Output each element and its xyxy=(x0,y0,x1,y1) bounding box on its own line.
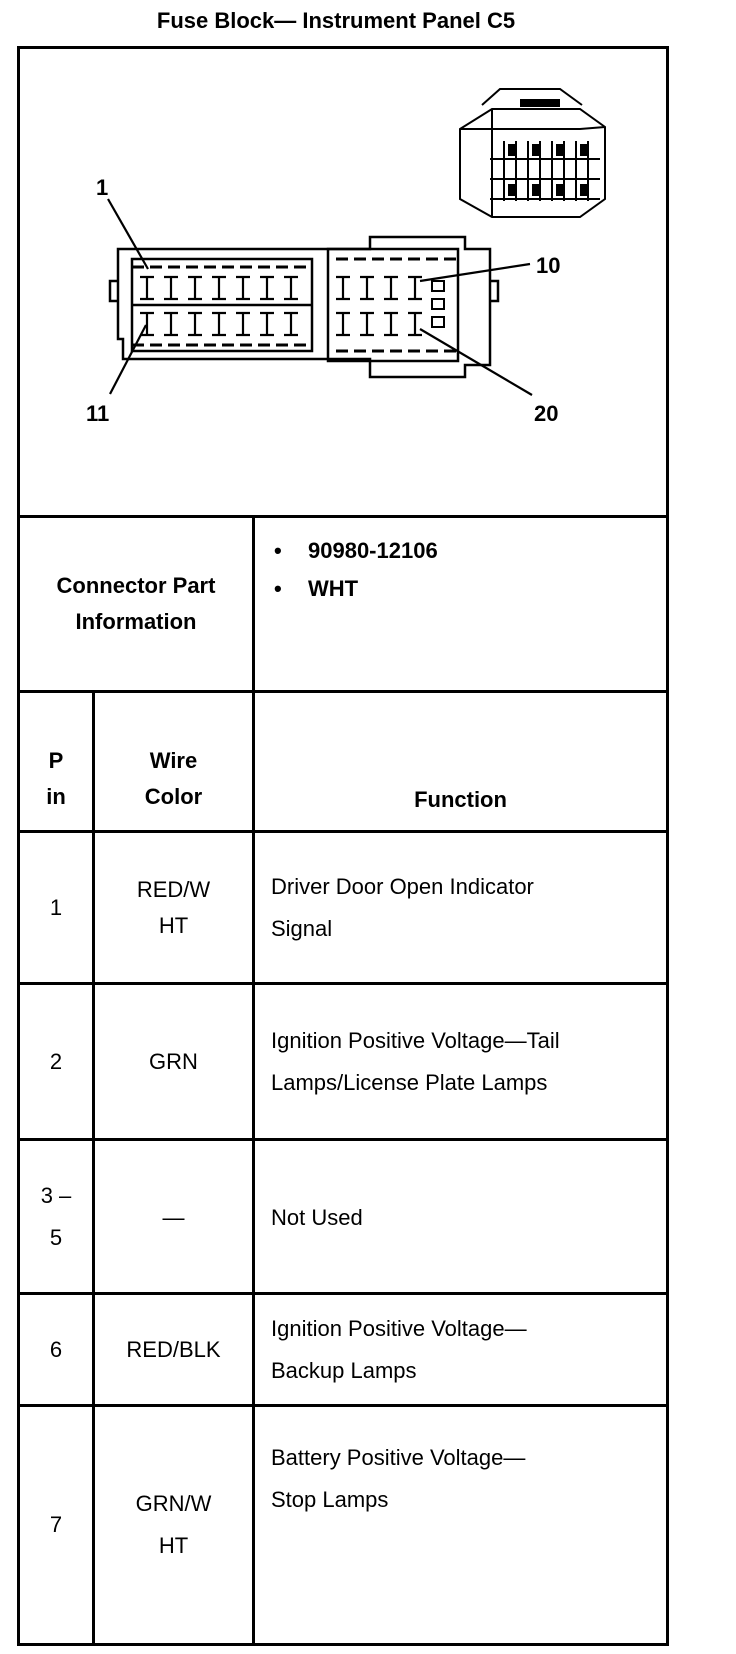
pin-label-10: 10 xyxy=(536,253,561,278)
table-row-pin: 2 xyxy=(49,1048,63,1074)
connector-diagram xyxy=(20,49,666,515)
pin-label-1: 1 xyxy=(96,175,109,200)
table-row-pin: 3 –5 xyxy=(40,1182,72,1250)
page-title: Fuse Block— Instrument Panel C5 xyxy=(156,8,516,33)
table-row-wire-color: GRN xyxy=(149,1048,198,1074)
table-row-pin: 6 xyxy=(49,1336,63,1362)
header-wire-color: Wire Color xyxy=(144,748,203,809)
pin-label-20: 20 xyxy=(534,401,559,426)
pin-label-11: 11 xyxy=(86,401,110,426)
divider xyxy=(17,690,669,693)
connector-color: • WHT xyxy=(270,570,438,608)
table-row-function: Driver Door Open Indicator Signal xyxy=(271,873,534,941)
table-row-function: Ignition Positive Voltage—Tail Lamps/License Plate Lamps xyxy=(271,1027,560,1095)
connector-info-list xyxy=(270,532,438,608)
table-row-pin: 1 xyxy=(49,894,63,920)
connector-part-number: • 90980-12106 xyxy=(270,532,438,570)
table-row-wire-color: GRN/W HT xyxy=(135,1491,212,1558)
divider xyxy=(17,1138,669,1141)
table-row-wire-color: RED/BLK xyxy=(126,1336,221,1362)
connector-info-label: Connector Part Information xyxy=(56,573,216,634)
table-row-pin: 7 xyxy=(49,1512,63,1537)
table-row-wire-color: — xyxy=(162,1205,185,1230)
table-row-wire-color: RED/W HT xyxy=(136,876,211,938)
header-pin: P in xyxy=(46,748,66,809)
table-row-function: Ignition Positive Voltage—Backup Lamps xyxy=(271,1315,527,1383)
header-function: Function xyxy=(414,787,507,812)
table-row-function: Not Used xyxy=(271,1205,363,1230)
table-row-function: Battery Positive Voltage—Stop Lamps xyxy=(271,1445,526,1512)
